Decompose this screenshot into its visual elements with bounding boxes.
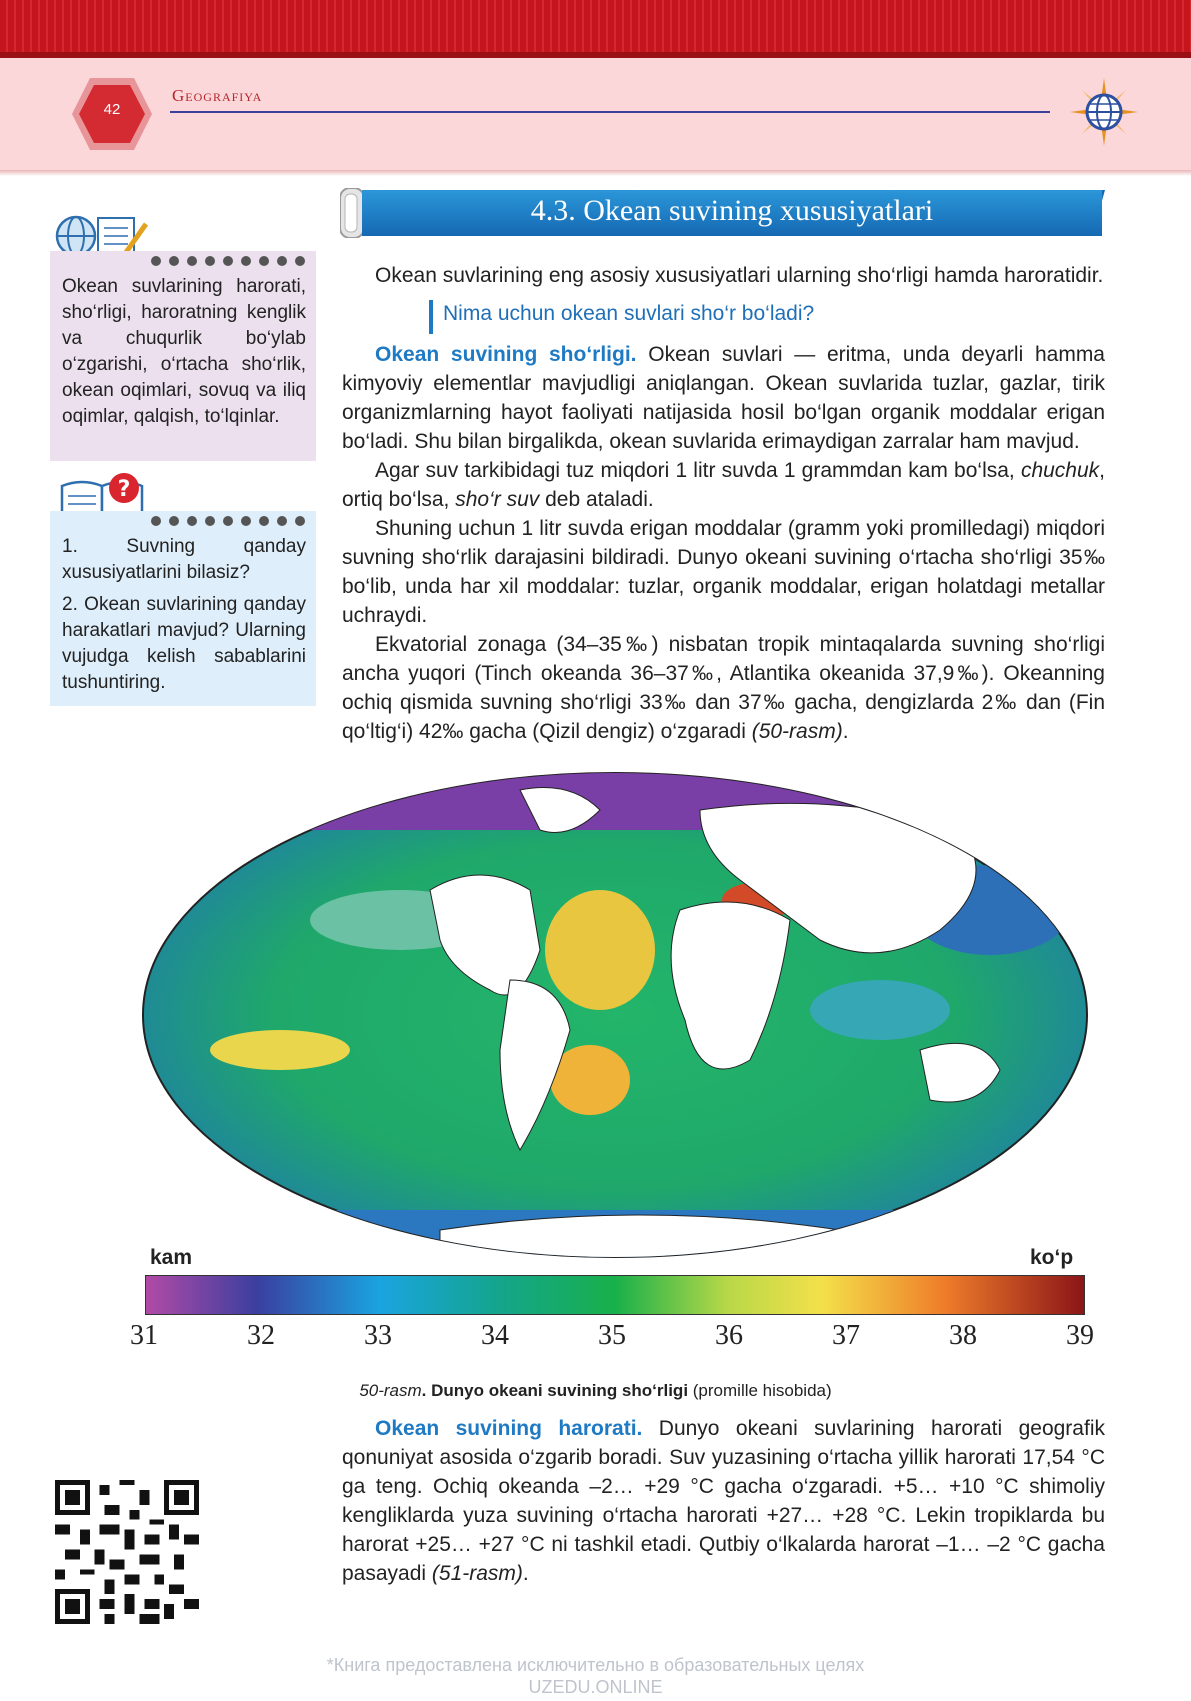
salinity-color-scale [145,1275,1085,1315]
text-span: deb ataladi. [539,488,654,511]
spiral-binding-icon [148,253,318,269]
header-rule [170,111,1050,113]
caption-unit: (promille hisobida) [688,1381,832,1400]
top-decorative-band [0,0,1191,56]
scale-label-high: ko‘p [1030,1246,1074,1269]
section-title: 4.3. Okean suvining xususiyatlari [530,194,934,227]
question-1: 1. Suvning qanday xususiyatlarini bilasiz? [62,536,306,583]
scale-tick: 38 [949,1320,977,1351]
question-marker [429,300,433,334]
spiral-binding-icon [148,513,318,529]
intro-paragraph: Okean suvlarining eng asosiy xususiyatlari ularning sho‘rligi hamda haroratidir. [375,264,1104,287]
salinity-heading: Okean suvining sho‘rligi. [375,343,637,366]
footer-notice: *Книга предоставлена исключительно в образовательных целях [326,1655,865,1675]
salinity-text: Okean suvlari — eritma, unda deyarli hamma kimyoviy elementlar mavjudligi aniqlangan. Okean suvlarida tuzlar, gazlar, tirik organizmlarning hayot faoliyati natijasida hosil bo‘lgan organik moddalar erigan bo‘ladi. Shu bilan birgalikda, okean suvlarida erimaydigan zarralar ham mavjud. [342,343,1105,453]
text-span: Ekvatorial zonaga (34–35‰) nisbatan tropik mintaqalarda suvning sho‘rligi ancha yuqori (Tinch okeanda 36–37‰, Atlantika okeanida 37,9‰). Okeanning ochiq qismida suvning sho‘rligi 33‰ dan 37‰ gacha, dengizlarda 2‰ dan (Fin qo‘ltig‘i) 42‰ gacha (Qizil dengiz) o‘zgaradi [342,633,1105,743]
salinity-degree-paragraph: Shuning uchun 1 litr suvda erigan moddalar (gramm yoki promilledagi) miqdori suvning sho‘rlik darajasini bildiradi. Dunyo okeani suvining o‘rtacha sho‘rligi 35‰ bo‘lib, unda har xil moddalar: tuzlar, organik moddalar, erigan holatdagi metallar uchraydi. [342,517,1105,627]
qr-code[interactable] [55,1480,199,1624]
figure-caption [0,1381,1191,1401]
temperature-heading: Okean suvining harorati. [375,1417,643,1440]
caption-number: 50-rasm [359,1381,422,1400]
page-header [0,58,1191,170]
focus-question: Nima uchun okean suvlari sho‘r bo‘ladi? [443,302,815,325]
subject-title: Geografiya [172,86,263,105]
term-salty: sho‘r suv [455,488,540,511]
fresh-salty-paragraph [342,456,1105,514]
scale-label-low: kam [150,1246,193,1269]
svg-text:?: ? [117,477,131,502]
temperature-paragraph [342,1414,1105,1588]
figure-ref: (50-rasm) [751,720,843,743]
text-span: Agar suv tarkibidagi tuz miqdori 1 litr suvda 1 grammdan kam bo‘lsa, [375,459,1021,482]
scale-tick: 37 [832,1320,860,1351]
scale-tick: 34 [481,1320,509,1351]
keywords-text: Okean suvlarining harorati, sho‘rligi, haroratning kenglik va chuqurlik bo‘ylab o‘zgarishi, o‘rtacha sho‘rlik, okean oqimlari, sovuq va iliq oqimlar, qalqish, to‘lqinlar. [62,276,306,427]
scale-tick: 31 [130,1320,158,1351]
text-span: , ortiq bo‘lsa, [342,459,1105,511]
world-salinity-map [140,770,1090,1260]
scale-tick: 33 [364,1320,392,1351]
section-title-banner [340,188,1105,238]
scale-tick: 36 [715,1320,743,1351]
page-number: 42 [103,101,121,118]
term-fresh: chuchuk [1020,459,1100,482]
question-2: 2. Okean suvlarining qanday harakatlari mavjud? Ularning vujudga kelish sabablarini tushuntiring. [62,594,306,693]
scale-tick: 32 [247,1320,275,1351]
temperature-text: Dunyo okeani suvlarining harorati geografik qonuniyat asosida o‘zgarib boradi. Suv yuzasining o‘rtacha yillik harorati 17,54 °C ga teng. Ochiq okeanda –2… +29 °C gacha o‘zgaradi. +5… +10 °C shimoliy kengliklarda yuza suvining o‘rtacha harorati +27… +28 °C. Lekin tropiklarda bu harorat +25… +27 °C ni tashkil etadi. Qutbiy o‘lkalarda harorat –1… –2 °C gacha pasayadi [342,1417,1105,1585]
scale-tick: 39 [1066,1320,1094,1351]
scale-tick: 35 [598,1320,626,1351]
text-span: . [842,720,849,743]
figure-ref: (51-rasm) [431,1562,523,1585]
caption-title: . Dunyo okeani suvining sho‘rligi [421,1381,689,1400]
tropical-salinity-paragraph [342,630,1105,746]
salinity-paragraph [342,340,1105,456]
footer-site: UZEDU.ONLINE [528,1677,663,1697]
text-span: . [522,1562,529,1585]
compass-globe-icon [1070,78,1138,146]
